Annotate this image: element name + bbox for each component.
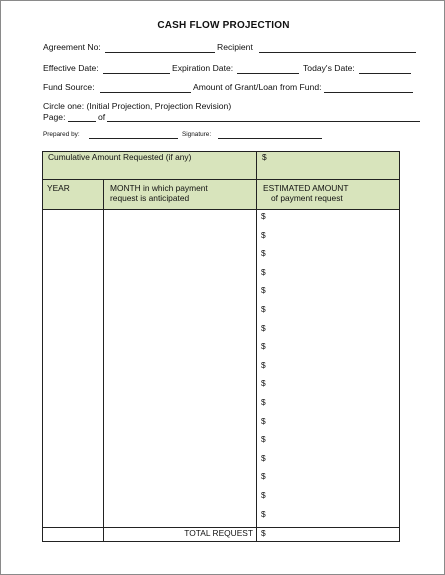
amount-row-dollar: $ xyxy=(261,359,266,370)
month-header xyxy=(104,180,257,210)
amount-row-dollar: $ xyxy=(261,396,266,407)
amount-row-dollar: $ xyxy=(261,471,266,482)
amount-of-grant-field[interactable] xyxy=(324,92,413,93)
signature-field[interactable] xyxy=(218,138,322,139)
entry-row xyxy=(43,210,400,528)
header-row xyxy=(43,180,400,210)
page-total-field[interactable] xyxy=(107,121,420,122)
cumulative-value-cell[interactable] xyxy=(257,152,400,180)
amount-row-dollar: $ xyxy=(261,211,266,221)
amount-row-dollar: $ xyxy=(261,489,266,500)
expiration-date-field[interactable] xyxy=(237,73,299,74)
month-entry-cell[interactable] xyxy=(104,210,257,528)
amount-row-dollar: $ xyxy=(261,266,266,277)
amount-row-dollar: $ xyxy=(261,285,266,296)
prepared-by-field[interactable] xyxy=(89,138,178,139)
cumulative-row xyxy=(43,152,400,180)
year-header-label: YEAR xyxy=(47,183,70,193)
circle-one-label: Circle one: (Initial Projection, Projection Revision) xyxy=(43,101,232,111)
todays-date-label: Today's Date: xyxy=(303,63,355,73)
fund-source-label: Fund Source: xyxy=(43,82,95,92)
month-header-line1: MONTH in which payment xyxy=(110,183,208,193)
amount-row-dollar: $ xyxy=(261,341,266,352)
amount-header-line1: ESTIMATED AMOUNT xyxy=(263,183,349,193)
form-title: CASH FLOW PROJECTION xyxy=(157,20,290,31)
expiration-date-label: Expiration Date: xyxy=(172,63,234,73)
recipient-field[interactable] xyxy=(259,52,416,53)
of-label: of xyxy=(98,112,106,122)
amount-of-grant-label: Amount of Grant/Loan from Fund: xyxy=(193,82,322,92)
amount-row-dollar: $ xyxy=(261,322,266,333)
amount-row-dollar: $ xyxy=(261,508,266,519)
year-entry-cell[interactable] xyxy=(43,210,104,528)
cumulative-label: Cumulative Amount Requested (if any) xyxy=(48,152,192,162)
signature-label: Signature: xyxy=(182,131,212,138)
amount-header xyxy=(257,180,400,210)
effective-date-label: Effective Date: xyxy=(43,63,99,73)
amount-header-line2: of payment request xyxy=(271,193,343,203)
recipient-label: Recipient xyxy=(217,42,253,52)
total-request-value: $ xyxy=(261,528,266,539)
todays-date-field[interactable] xyxy=(359,73,411,74)
agreement-no-label: Agreement No: xyxy=(43,42,101,52)
total-value-cell[interactable] xyxy=(257,528,400,542)
amount-list xyxy=(257,210,399,527)
amount-entry-cell[interactable] xyxy=(257,210,400,528)
amount-row-dollar: $ xyxy=(261,452,266,463)
cumulative-value: $ xyxy=(262,152,267,162)
page-number-field[interactable] xyxy=(68,121,96,122)
fund-source-field[interactable] xyxy=(100,92,191,93)
amount-row-dollar: $ xyxy=(261,378,266,389)
year-header xyxy=(43,180,104,210)
prepared-by-label: Prepared by: xyxy=(43,131,80,138)
amount-row-dollar: $ xyxy=(261,415,266,426)
cumulative-label-cell xyxy=(43,152,257,180)
cash-flow-table xyxy=(42,151,400,542)
amount-row-dollar: $ xyxy=(261,248,266,259)
total-label-cell xyxy=(104,528,257,542)
total-row xyxy=(43,528,400,542)
amount-row-dollar: $ xyxy=(261,303,266,314)
page-label: Page: xyxy=(43,112,66,122)
month-header-line2: request is anticipated xyxy=(110,193,190,203)
effective-date-field[interactable] xyxy=(103,73,170,74)
agreement-no-field[interactable] xyxy=(105,52,215,53)
amount-row-dollar: $ xyxy=(261,434,266,445)
amount-row-dollar: $ xyxy=(261,229,266,240)
total-year-cell xyxy=(43,528,104,542)
total-request-label: TOTAL REQUEST xyxy=(184,528,254,539)
